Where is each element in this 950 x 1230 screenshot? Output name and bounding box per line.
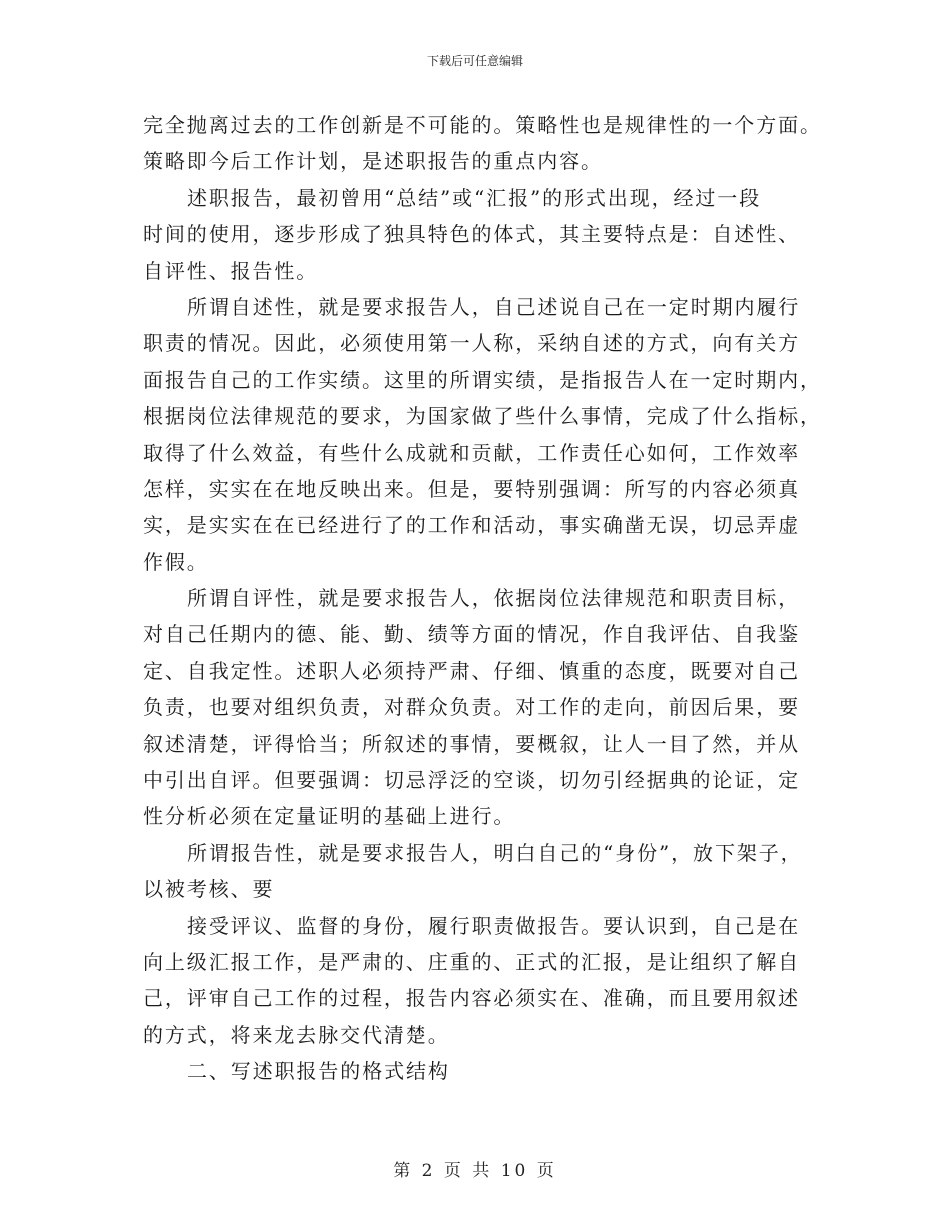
text-line: 怎样，实实在在地反映出来。但是，要特别强调：所写的内容必须真 — [143, 476, 800, 501]
page-number-footer: 第 2 页 共 10 页 — [393, 1161, 557, 1181]
text-line: 策略即今后工作计划，是述职报告的重点内容。 — [143, 149, 603, 174]
text-line: 负责，也要对组织负责，对群众负责。对工作的走向，前因后果，要 — [143, 695, 800, 720]
page-header-note: 下载后可任意编辑 — [426, 54, 523, 68]
text-line: 性分析必须在定量证明的基础上进行。 — [143, 804, 516, 829]
text-line: 的方式，将来龙去脉交代清楚。 — [143, 1022, 450, 1047]
text-line: 中引出自评。但要强调：切忌浮泛的空谈，切勿引经据典的论证，定 — [143, 768, 800, 793]
text-line: 定、自我定性。述职人必须持严肃、仔细、慎重的态度，既要对自己 — [143, 658, 800, 683]
text-line: 对自己任期内的德、能、勤、绩等方面的情况，作自我评估、自我鉴 — [143, 622, 800, 647]
text-line: 自评性、报告性。 — [143, 258, 319, 283]
text-line: 取得了什么效益，有些什么成就和贡献，工作责任心如何，工作效率 — [143, 440, 800, 465]
document-body — [143, 107, 822, 1090]
text-line: 所谓自评性，就是要求报告人，依据岗位法律规范和职责目标， — [187, 586, 801, 611]
text-line: 述职报告，最初曾用“总结”或“汇报”的形式出现，经过一段 — [187, 185, 762, 210]
text-line: 所谓自述性，就是要求报告人，自己述说自己在一定时期内履行 — [187, 294, 801, 319]
text-line: 叙述清楚，评得恰当；所叙述的事情，要概叙，让人一目了然，并从 — [143, 731, 800, 756]
text-line: 作假。 — [143, 549, 209, 574]
text-line: 所谓报告性，就是要求报告人，明白自己的“身份”，放下架子， — [187, 840, 803, 865]
text-line: 接受评议、监督的身份，履行职责做报告。要认识到，自己是在 — [187, 913, 801, 938]
text-line: 己，评审自己工作的过程，报告内容必须实在、准确，而且要用叙述 — [143, 986, 800, 1011]
text-line: 职责的情况。因此，必须使用第一人称，采纳自述的方式，向有关方 — [143, 331, 800, 356]
text-line: 根据岗位法律规范的要求，为国家做了些什么事情，完成了什么指标， — [143, 404, 822, 429]
text-line: 时间的使用，逐步形成了独具特色的体式，其主要特点是：自述性、 — [143, 222, 800, 247]
text-line: 完全抛离过去的工作创新是不可能的。策略性也是规律性的一个方面。 — [143, 113, 822, 137]
text-line: 以被考核、要 — [143, 877, 275, 902]
text-line: 二、写述职报告的格式结构 — [187, 1059, 450, 1084]
text-line: 面报告自己的工作实绩。这里的所谓实绩，是指报告人在一定时期内， — [143, 367, 822, 392]
text-line: 实，是实实在在已经进行了的工作和活动，事实确凿无误，切忌弄虚 — [143, 513, 800, 538]
text-line: 向上级汇报工作，是严肃的、庄重的、正式的汇报，是让组织了解自 — [143, 949, 800, 974]
